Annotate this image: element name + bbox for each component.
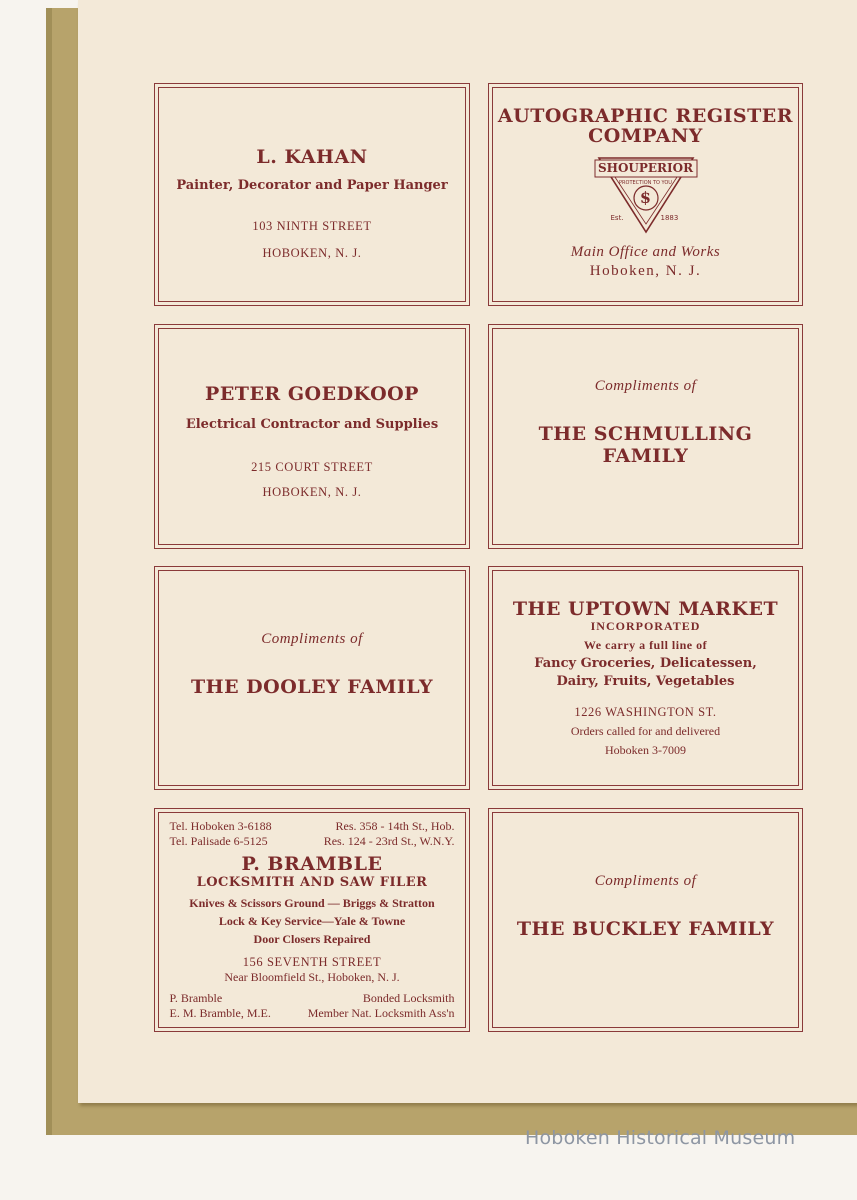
ad-uptown <box>488 566 803 790</box>
kahan-line: Painter, Decorator and Paper Hanger <box>176 178 448 193</box>
ad-autographic <box>488 83 803 306</box>
bramble-tel-2: Tel. Palisade 6-5125 <box>169 834 268 848</box>
bramble-line-1: Knives & Scissors Ground — Briggs & Stratton <box>189 896 435 910</box>
goedkoop-line: Electrical Contractor and Supplies <box>185 417 439 432</box>
bramble-bonded: Bonded Locksmith <box>362 991 455 1005</box>
schmulling-family: THE SCHMULLING FAMILY <box>538 423 753 467</box>
bramble-res-1: Res. 358 - 14th St., Hob. <box>335 819 455 833</box>
autographic-name-2: COMPANY <box>588 125 703 147</box>
autographic-name-1: AUTOGRAPHIC REGISTER <box>497 105 794 127</box>
logo-monogram: $ <box>639 188 652 207</box>
uptown-orders: Orders called for and delivered <box>570 723 721 738</box>
ad-kahan <box>154 83 470 306</box>
autographic-line-1: Main Office and Works <box>570 244 721 260</box>
bramble-tel-row-2 <box>170 834 455 849</box>
bramble-sig-row-1 <box>170 991 455 1006</box>
uptown-name: THE UPTOWN MARKET <box>512 597 779 620</box>
bramble-line-2: Lock & Key Service—Yale & Towne <box>218 914 406 928</box>
bramble-sig-row-2 <box>170 1006 455 1021</box>
dooley-family: THE DOOLEY FAMILY <box>190 675 434 698</box>
uptown-phone: Hoboken 3-7009 <box>605 742 686 757</box>
ad-dooley <box>154 566 470 790</box>
logo-small: PROTECTION TO YOU <box>619 180 672 186</box>
bramble-em: E. M. Bramble, M.E. <box>169 1006 271 1020</box>
logo-word: SHOUPERIOR <box>597 161 694 175</box>
bramble-tel-1: Tel. Hoboken 3-6188 <box>169 819 272 833</box>
bramble-res-2: Res. 124 - 23rd St., W.N.Y. <box>323 834 455 848</box>
backing-edge <box>46 8 52 1135</box>
bramble-tel-row-1 <box>170 819 455 834</box>
schmulling-compliments: Compliments of <box>594 378 697 394</box>
goedkoop-name: PETER GOEDKOOP <box>205 383 419 405</box>
dooley-compliments: Compliments of <box>261 630 363 647</box>
ad-buckley <box>488 808 803 1032</box>
bramble-near: Near Bloomfield St., Hoboken, N. J. <box>224 970 400 984</box>
kahan-address: 103 NINTH STREET <box>252 219 372 233</box>
bramble-line-3: Door Closers Repaired <box>253 932 371 946</box>
uptown-line-2: Fancy Groceries, Delicatessen, <box>534 655 757 671</box>
bramble-address: 156 SEVENTH STREET <box>242 955 382 969</box>
shouperior-logo <box>591 154 701 236</box>
uptown-line-1: We carry a full line of <box>583 637 708 652</box>
ad-goedkoop <box>154 324 470 549</box>
bramble-member: Member Nat. Locksmith Ass'n <box>307 1006 455 1020</box>
logo-year: 1883 <box>660 214 679 222</box>
goedkoop-address: 215 COURT STREET <box>251 460 373 474</box>
autographic-line-2: Hoboken, N. J. <box>589 263 702 279</box>
ad-bramble <box>154 808 470 1032</box>
kahan-name: L. KAHAN <box>256 146 368 168</box>
buckley-compliments: Compliments of <box>594 872 697 889</box>
goedkoop-city: HOBOKEN, N. J. <box>262 485 362 499</box>
bramble-name: P. BRAMBLE <box>241 853 383 875</box>
ad-schmulling <box>488 324 803 549</box>
logo-est: Est. <box>610 214 624 222</box>
uptown-inc: INCORPORATED <box>590 618 701 633</box>
bramble-trade: LOCKSMITH AND SAW FILER <box>196 875 428 890</box>
kahan-city: HOBOKEN, N. J. <box>262 246 362 260</box>
uptown-address: 1226 WASHINGTON ST. <box>574 704 717 719</box>
watermark: Hoboken Historical Museum <box>525 1127 796 1149</box>
buckley-family: THE BUCKLEY FAMILY <box>516 917 775 940</box>
bramble-p: P. Bramble <box>169 991 223 1005</box>
uptown-line-3: Dairy, Fruits, Vegetables <box>556 673 735 689</box>
